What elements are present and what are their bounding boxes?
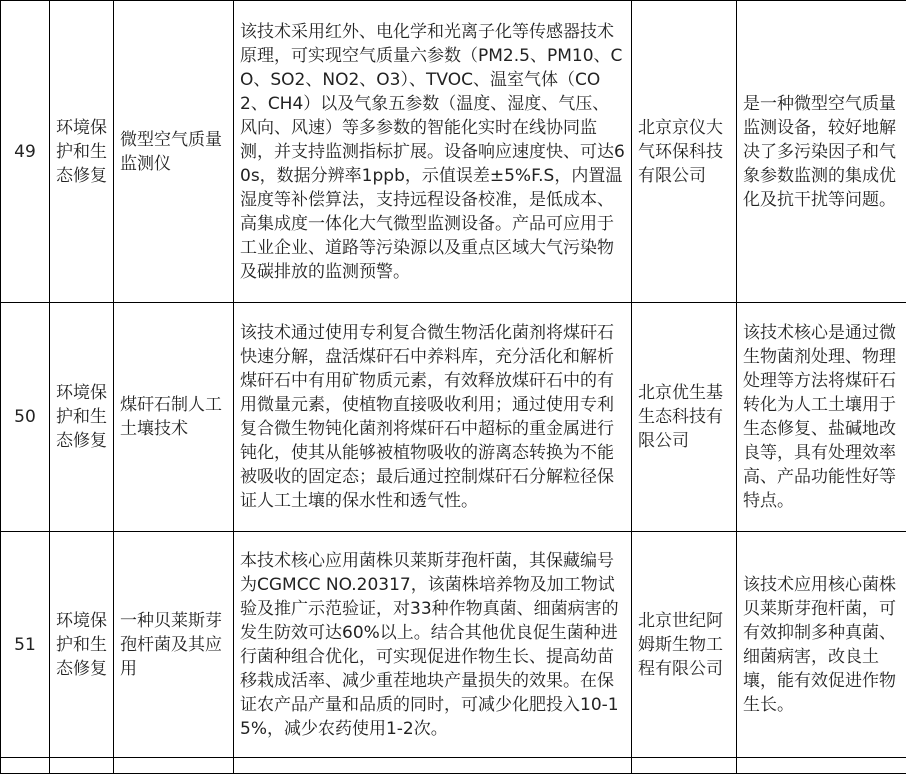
category-cell: 环境保护和生态修复	[50, 303, 114, 532]
empty-cell	[234, 758, 632, 774]
category-cell: 环境保护和生态修复	[50, 1, 114, 303]
table-row-partial	[1, 758, 906, 774]
table-row	[1, 532, 906, 758]
description-cell: 该技术通过使用专利复合微生物活化菌剂将煤矸石快速分解，盘活煤矸石中养料库，充分活化和解析煤矸石中有用矿物质元素，有效释放煤矸石中的有用微量元素，使植物直接吸收利用；通过使用专利复合微生物钝化菌剂将煤矸石中超标的重金属进行钝化，使其从能够被植物吸收的游离态转换为不能被吸收的固定态；最后通过控制煤矸石分解粒径保证人工土壤的保水性和透气性。	[234, 303, 632, 532]
empty-cell	[1, 758, 50, 774]
category-cell: 环境保护和生态修复	[50, 532, 114, 758]
organization-cell: 北京世纪阿姆斯生物工程有限公司	[632, 532, 737, 758]
row-number: 50	[1, 303, 50, 532]
features-cell: 是一种微型空气质量监测设备，较好地解决了多污染因子和气象参数监测的集成优化及抗干扰等问题。	[737, 1, 906, 303]
features-cell: 该技术应用核心菌株贝莱斯芽孢杆菌，可有效抑制多种真菌、细菌病害，改良土壤，能有效促进作物生长。	[737, 532, 906, 758]
table-row	[1, 303, 906, 532]
description-cell: 本技术核心应用菌株贝莱斯芽孢杆菌，其保藏编号为CGMCC NO.20317，该菌株培养物及加工物试验及推广示范验证，对33种作物真菌、细菌病害的发生防效可达60%以上。结合其他优良促生菌种进行菌种组合优化，可实现促进作物生长、提高幼苗移栽成活率、减少重茬地块产量损失的效果。在保证农产品产量和品质的同时，可减少化肥投入10-15%，减少农药使用1-2次。	[234, 532, 632, 758]
description-cell: 该技术采用红外、电化学和光离子化等传感器技术原理，可实现空气质量六参数（PM2.5、PM10、CO、SO2、NO2、O3）、TVOC、温室气体（CO2、CH4）以及气象五参数（温度、湿度、气压、风向、风速）等多参数的智能化实时在线协同监测，并支持监测指标扩展。设备响应速度快、可达60s，数据分辨率1ppb，示值误差±5%F.S，内置温湿度等补偿算法，支持远程设备校准，是低成本、高集成度一体化大气微型监测设备。产品可应用于工业企业、道路等污染源以及重点区域大气污染物及碳排放的监测预警。	[234, 1, 632, 303]
technology-name-cell: 一种贝莱斯芽孢杆菌及其应用	[114, 532, 234, 758]
empty-cell	[114, 758, 234, 774]
technology-name-cell: 煤矸石制人工土壤技术	[114, 303, 234, 532]
technology-name-cell: 微型空气质量监测仪	[114, 1, 234, 303]
empty-cell	[50, 758, 114, 774]
organization-cell: 北京京仪大气环保科技有限公司	[632, 1, 737, 303]
organization-cell: 北京优生基生态科技有限公司	[632, 303, 737, 532]
features-cell: 该技术核心是通过微生物菌剂处理、物理处理等方法将煤矸石转化为人工土壤用于生态修复、盐碱地改良等，具有处理效率高、产品功能性好等特点。	[737, 303, 906, 532]
table-row	[1, 1, 906, 303]
row-number: 51	[1, 532, 50, 758]
row-number: 49	[1, 1, 50, 303]
empty-cell	[737, 758, 906, 774]
empty-cell	[632, 758, 737, 774]
